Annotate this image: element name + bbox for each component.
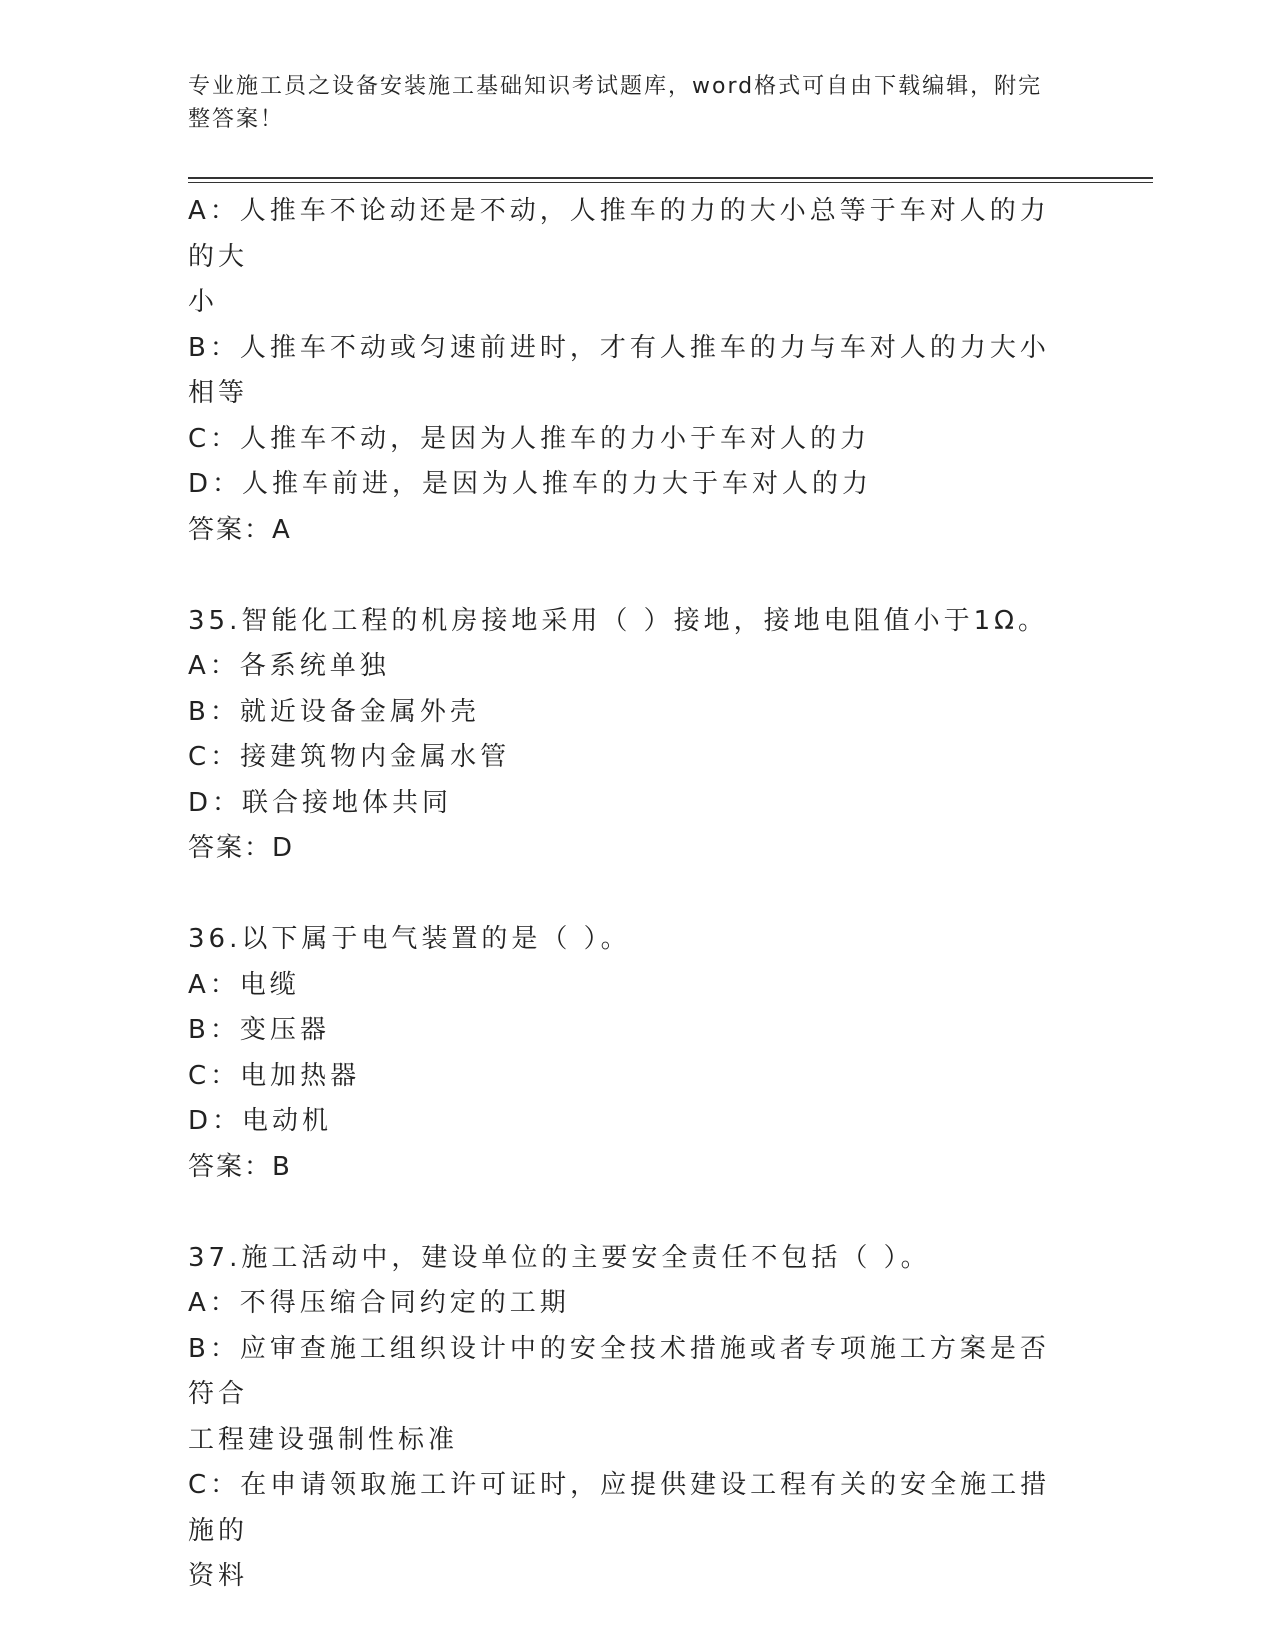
q37-option-b-line-2: 工程建设强制性标准 (188, 1424, 459, 1455)
spacer (188, 553, 1078, 599)
q34-option-c: C：人推车不动，是因为人推车的力小于车对人的力 (188, 423, 871, 454)
header-line-1: 专业施工员之设备安装施工基础知识考试题库，word格式可自由下载编辑，附完 (188, 74, 1043, 99)
q36-option-c: C：电加热器 (188, 1060, 361, 1091)
question-block-35 (188, 599, 1078, 872)
q34-option-b: B：人推车不动或匀速前进时，才有人推车的力与车对人的力大小相等 (188, 332, 1050, 408)
document-header (188, 70, 1068, 136)
question-block-34 (188, 189, 1078, 553)
q34-option-a-line-1: A：人推车不论动还是不动，人推车的力的大小总等于车对人的力的大 (188, 196, 1050, 272)
q37-question: 37.施工活动中，建设单位的主要安全责任不包括（ ）。 (188, 1242, 931, 1273)
q35-option-a: A：各系统单独 (188, 651, 390, 681)
q35-question: 35.智能化工程的机房接地采用（ ）接地，接地电阻值小于1Ω。 (188, 605, 1049, 636)
spacer (188, 1190, 1078, 1236)
question-block-36 (188, 917, 1078, 1190)
q36-question: 36.以下属于电气装置的是（ ）。 (188, 924, 631, 954)
header-divider-thick (188, 177, 1153, 179)
q35-option-d: D：联合接地体共同 (188, 787, 453, 818)
q37-option-c-line-2: 资料 (188, 1561, 249, 1591)
q34-answer: 答案：A (188, 514, 292, 545)
q35-option-b: B：就近设备金属外壳 (188, 696, 480, 727)
q37-option-c-line-1: C：在申请领取施工许可证时，应提供建设工程有关的安全施工措施的 (188, 1470, 1051, 1546)
q35-answer: 答案：D (188, 833, 295, 863)
question-list (188, 189, 1078, 1600)
q36-option-b: B：变压器 (188, 1015, 330, 1045)
spacer (188, 872, 1078, 918)
q37-option-b-line-1: B：应审查施工组织设计中的安全技术措施或者专项施工方案是否符合 (188, 1333, 1050, 1409)
q37-option-a: A：不得压缩合同约定的工期 (188, 1288, 570, 1318)
q36-answer: 答案：B (188, 1151, 292, 1182)
q36-option-a: A：电缆 (188, 969, 300, 1000)
header-line-2: 整答案！ (188, 107, 285, 132)
q36-option-d: D：电动机 (188, 1106, 333, 1136)
q34-option-d: D：人推车前进，是因为人推车的力大于车对人的力 (188, 469, 873, 499)
q35-option-c: C：接建筑物内金属水管 (188, 742, 511, 772)
question-block-37 (188, 1236, 1078, 1600)
q34-option-a-line-2: 小 (188, 287, 219, 317)
header-divider-thin (188, 182, 1153, 183)
